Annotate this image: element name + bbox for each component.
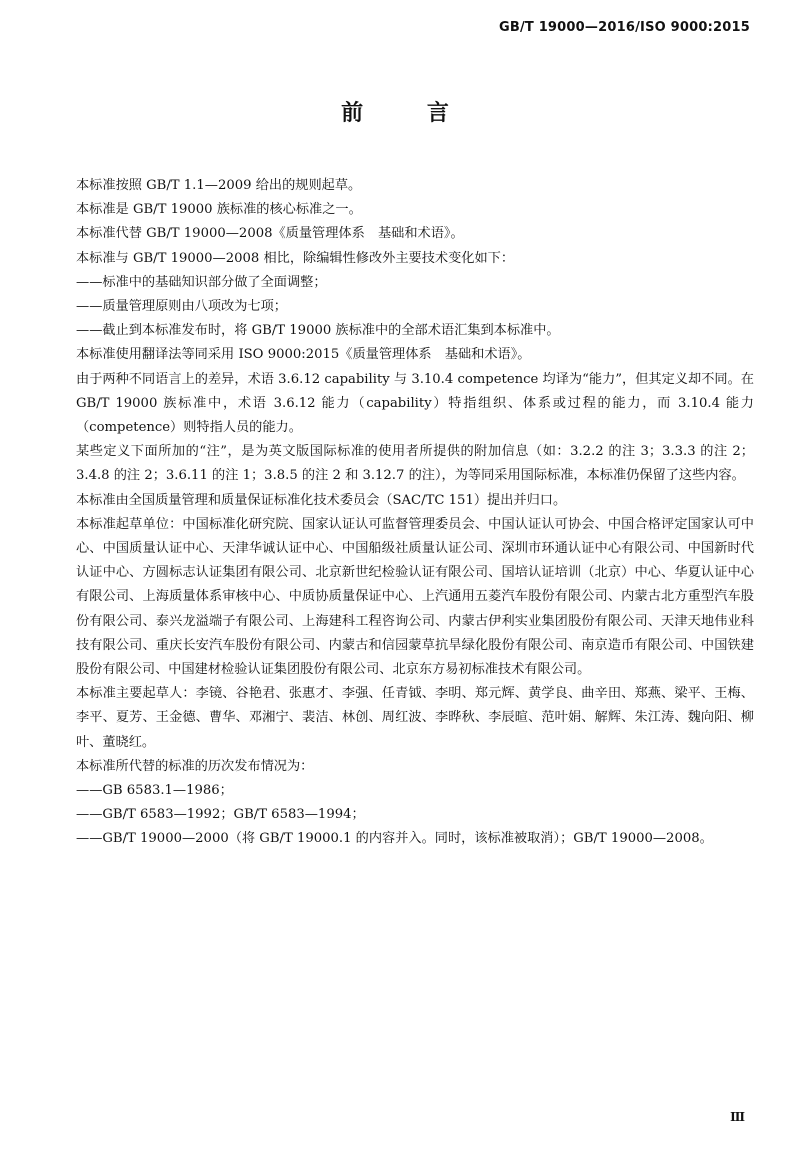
paragraph-proposer: 本标准由全国质量管理和质量保证标准化技术委员会（SAC/TC 151）提出并归口。 <box>76 492 567 508</box>
paragraph-notes-explanation: 某些定义下面所加的“注”，是为英文版国际标准的使用者所提供的附加信息（如：3.2.2 的注 3；3.3.3 的注 2；3.4.8 的注 2；3.6.11 的注 1；3.8.5 的注 2 和 3.12.7 的注），为等同采用国际标准，本标准仍保留了这些内容。 <box>76 444 754 484</box>
page-number: III <box>730 1110 744 1124</box>
paragraph-history-intro: 本标准所代替的标准的历次发布情况为： <box>76 758 314 774</box>
list-item-change: ——质量管理原则由八项改为七项； <box>76 299 287 315</box>
page-title: 前 言 <box>341 101 477 126</box>
paragraph-terminology-note: 由于两种不同语言上的差异，术语 3.6.12 capability 与 3.10.4 competence 均译为“能力”，但其定义却不同。在 GB/T 19000 族标准中，术语 3.6.12 能力（capability）特指组织、体系或过程的能力，而 3.10.4 能力（competence）则特指人员的能力。 <box>76 371 754 436</box>
paragraph-core-standard: 本标准是 GB/T 19000 族标准的核心标准之一。 <box>76 202 362 218</box>
list-item-change: ——标准中的基础知识部分做了全面调整； <box>76 274 327 290</box>
list-item-history: ——GB/T 6583—1992；GB/T 6583—1994； <box>76 807 365 823</box>
list-item-history: ——GB/T 19000—2000（将 GB/T 19000.1 的内容并入。同时，该标准被取消）；GB/T 19000—2008。 <box>76 831 713 847</box>
paragraph-drafting-rules: 本标准按照 GB/T 1.1—2009 给出的规则起草。 <box>76 178 362 193</box>
paragraph-drafting-units: 本标准起草单位：中国标准化研究院、国家认证认可监督管理委员会、中国认证认可协会、中国合格评定国家认可中心、中国质量认证中心、天津华诚认证中心、中国船级社质量认证公司、深圳市环通认证中心有限公司、中国新时代认证中心、方圆标志认证集团有限公司、北京新世纪检验认证有限公司、国培认证培训（北京）中心、华夏认证中心有限公司、上海质量体系审核中心、中质协质量保证中心、上汽通用五菱汽车股份有限公司、内蒙古北方重型汽车股份有限公司、泰兴龙溢端子有限公司、上海建科工程咨询公司、内蒙古伊利实业集团股份有限公司、天津天地伟业科技有限公司、重庆长安汽车股份有限公司、内蒙古和信园蒙草抗旱绿化股份有限公司、南京造币有限公司、中国铁建股份有限公司、中国建材检验认证集团股份有限公司、北京东方易初标准技术有限公司。 <box>76 516 754 678</box>
paragraph-main-drafters: 本标准主要起草人：李镜、谷艳君、张惠才、李强、任青钺、李明、郑元辉、黄学良、曲辛田、郑燕、梁平、王梅、李平、夏芳、王金德、曹华、邓湘宁、裴洁、林创、周红波、李晔秋、李辰暄、范叶娟、解辉、朱江涛、魏向阳、柳叶、董晓红。 <box>76 686 754 750</box>
paragraph-changes-intro: 本标准与 GB/T 19000—2008 相比，除编辑性修改外主要技术变化如下： <box>76 250 515 266</box>
foreword-body <box>76 174 754 852</box>
header-standard-code: GB/T 19000—2016/ISO 9000:2015 <box>498 20 750 35</box>
list-item-change: ——截止到本标准发布时，将 GB/T 19000 族标准中的全部术语汇集到本标准中。 <box>76 323 560 339</box>
paragraph-replaces: 本标准代替 GB/T 19000—2008《质量管理体系 基础和术语》。 <box>76 226 464 242</box>
list-item-history: ——GB 6583.1—1986； <box>76 783 233 799</box>
paragraph-translation-method: 本标准使用翻译法等同采用 ISO 9000:2015《质量管理体系 基础和术语》。 <box>76 347 531 363</box>
